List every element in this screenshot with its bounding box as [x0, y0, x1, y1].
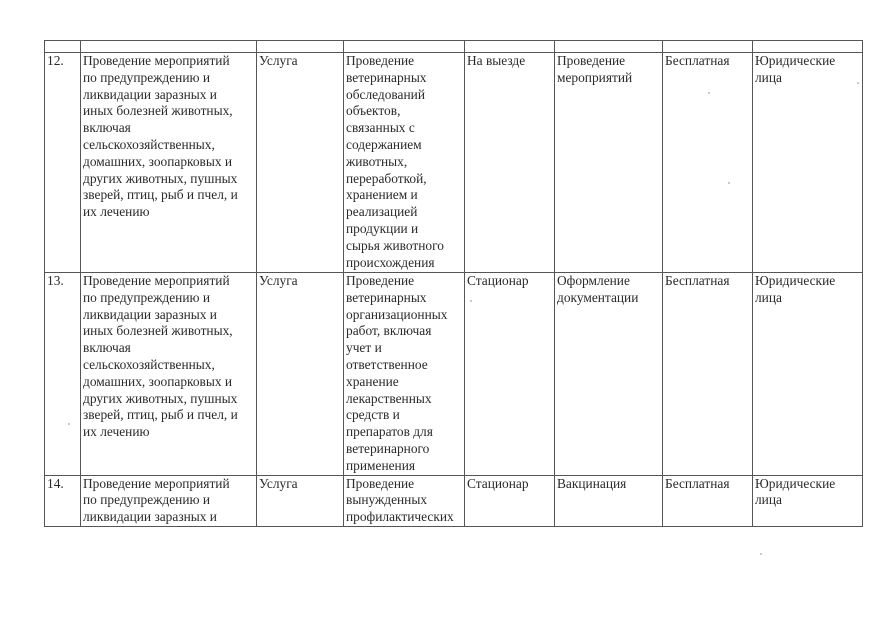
service-type: Услуга: [257, 475, 344, 526]
service-description: Проведение ветеринарных обследований объектов, связанных с содержанием животных, переработкой, хранением и реализацией продукции и сырья животного происхождения: [344, 53, 465, 273]
service-cost: Бесплатная: [663, 53, 753, 273]
table-row: [45, 53, 863, 273]
table-header-row: [45, 41, 863, 53]
header-cell: [45, 41, 81, 53]
service-title: Проведение мероприятий по предупреждению и ликвидации заразных и: [81, 475, 257, 526]
header-cell: [663, 41, 753, 53]
header-cell: [753, 41, 863, 53]
scan-speck: [68, 423, 70, 425]
row-number: 12.: [45, 53, 81, 273]
header-cell: [81, 41, 257, 53]
scan-speck: [760, 553, 762, 555]
row-number: 14.: [45, 475, 81, 526]
service-place: На выезде: [465, 53, 555, 273]
service-action: Вакцинация: [555, 475, 663, 526]
table-row: [45, 475, 863, 526]
service-cost: Бесплатная: [663, 475, 753, 526]
scan-speck: [728, 182, 730, 184]
service-cost: Бесплатная: [663, 273, 753, 476]
service-recipient: Юридические лица: [753, 53, 863, 273]
service-recipient: Юридические лица: [753, 475, 863, 526]
service-action: Оформление документации: [555, 273, 663, 476]
scan-speck: [857, 82, 859, 84]
header-cell: [257, 41, 344, 53]
service-description: Проведение ветеринарных организационных работ, включая учет и ответственное хранение лекарственных средств и препаратов для ветеринарного применения: [344, 273, 465, 476]
header-cell: [344, 41, 465, 53]
service-description: Проведение вынужденных профилактических: [344, 475, 465, 526]
scan-speck: [708, 92, 710, 94]
row-number: 13.: [45, 273, 81, 476]
header-cell: [465, 41, 555, 53]
service-title: Проведение мероприятий по предупреждению и ликвидации заразных и иных болезней животных, включая сельскохозяйственных, домашних, зоопарковых и других животных, пушных зверей, птиц, рыб и пчел, и их лечению: [81, 273, 257, 476]
service-title: Проведение мероприятий по предупреждению и ликвидации заразных и иных болезней животных, включая сельскохозяйственных, домашних, зоопарковых и других животных, пушных зверей, птиц, рыб и пчел, и их лечению: [81, 53, 257, 273]
header-cell: [555, 41, 663, 53]
service-type: Услуга: [257, 53, 344, 273]
services-table: [44, 40, 863, 527]
service-recipient: Юридические лица: [753, 273, 863, 476]
service-place: Стационар: [465, 475, 555, 526]
scan-speck: [470, 300, 472, 302]
table-row: [45, 273, 863, 476]
service-type: Услуга: [257, 273, 344, 476]
service-place: Стационар: [465, 273, 555, 476]
service-action: Проведение мероприятий: [555, 53, 663, 273]
